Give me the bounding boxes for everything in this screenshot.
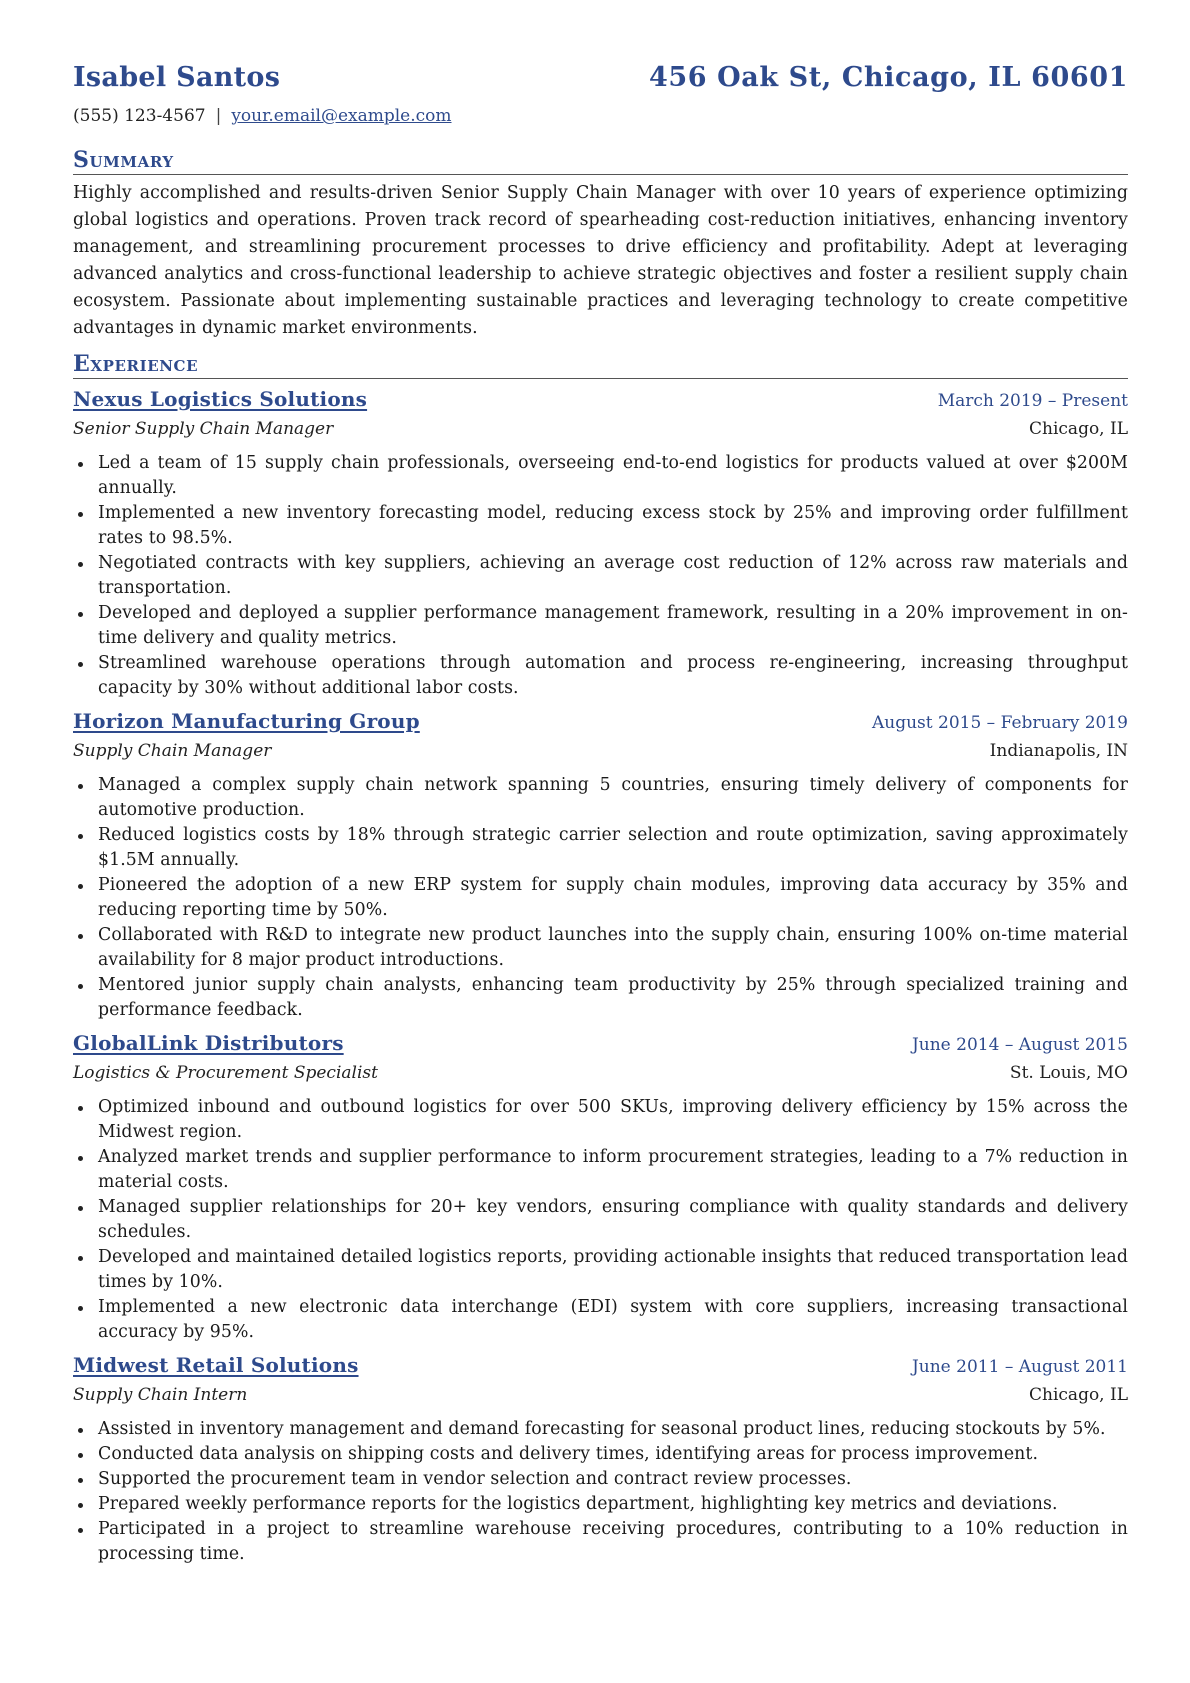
job-role: Senior Supply Chain Manager <box>73 419 334 439</box>
job-header <box>73 1029 1128 1059</box>
job-header <box>73 707 1128 737</box>
bullet-text: Implemented a new inventory forecasting model, reducing excess stock by 25% and improving order fulfillment rates to 98.5%. <box>98 503 1128 548</box>
job-role: Logistics & Procurement Specialist <box>73 1063 378 1083</box>
bullet-dot-icon <box>78 1306 83 1311</box>
bullet-text: Pioneered the adoption of a new ERP system for supply chain modules, improving data accuracy by 35% and reducing reporting time by 50%. <box>98 875 1128 920</box>
job-header <box>73 385 1128 415</box>
job-bullets <box>73 773 1128 1023</box>
job-location: Chicago, IL <box>1029 1385 1128 1405</box>
bullet-dot-icon <box>78 834 83 839</box>
bullet-dot-icon <box>78 612 83 617</box>
bullet-text: Developed and maintained detailed logistics reports, providing actionable insights that reduced transportation lead times by 10%. <box>98 1247 1128 1292</box>
bullet-item <box>73 1417 1128 1442</box>
job-location: St. Louis, MO <box>1009 1063 1128 1083</box>
bullet-dot-icon <box>78 1156 83 1161</box>
bullet-item <box>73 1517 1128 1567</box>
job-entry <box>73 385 1128 701</box>
bullet-text: Streamlined warehouse operations through automation and process re-engineering, increasing throughput capacity by 30% without additional labor costs. <box>98 653 1128 698</box>
bullet-item <box>73 651 1128 701</box>
summary-text: Highly accomplished and results-driven Senior Supply Chain Manager with over 10 years of experience optimizing global logistics and operations. Proven track record of spearheading cost-reduction initiatives, enhancing inventory management, and streamlining procurement processes to drive efficiency and profitability. Adept at leveraging advanced analytics and cross-functional leadership to achieve strategic objectives and foster a resilient supply chain ecosystem. Passionate about implementing sustainable practices and leveraging technology to create competitive advantages in dynamic market environments. <box>73 183 1128 338</box>
address: 456 Oak St, Chicago, IL 60601 <box>649 62 1128 93</box>
job-entry <box>73 1029 1128 1345</box>
bullet-text: Collaborated with R&D to integrate new product launches into the supply chain, ensuring 100% on-time material availability for 8 major product introductions. <box>98 925 1128 970</box>
bullet-dot-icon <box>78 884 83 889</box>
bullet-item <box>73 1467 1128 1492</box>
bullet-dot-icon <box>78 1428 83 1433</box>
bullet-dot-icon <box>78 1106 83 1111</box>
job-dates: August 2015 – February 2019 <box>871 713 1128 733</box>
bullet-item <box>73 601 1128 651</box>
job-bullets <box>73 1095 1128 1345</box>
job-entry <box>73 707 1128 1023</box>
resume-page <box>73 62 1128 1567</box>
bullet-item <box>73 773 1128 823</box>
bullet-text: Supported the procurement team in vendor selection and contract review processes. <box>98 1469 852 1489</box>
bullet-item <box>73 451 1128 501</box>
bullet-item <box>73 1145 1128 1195</box>
bullet-item <box>73 823 1128 873</box>
job-subheader <box>73 737 1128 765</box>
job-subheader <box>73 1381 1128 1409</box>
bullet-text: Assisted in inventory management and demand forecasting for seasonal product lines, reducing stockouts by 5%. <box>98 1419 1106 1439</box>
bullet-dot-icon <box>78 984 83 989</box>
bullet-item <box>73 1295 1128 1345</box>
bullet-text: Prepared weekly performance reports for the logistics department, highlighting key metrics and deviations. <box>98 1494 1058 1514</box>
company-link[interactable]: GlobalLink Distributors <box>73 1031 344 1055</box>
company-link[interactable]: Horizon Manufacturing Group <box>73 709 420 733</box>
bullet-dot-icon <box>78 1206 83 1211</box>
job-dates: June 2014 – August 2015 <box>911 1035 1128 1055</box>
bullet-text: Implemented a new electronic data interchange (EDI) system with core suppliers, increasing transactional accuracy by 95%. <box>98 1297 1128 1342</box>
job-entry <box>73 1351 1128 1567</box>
phone: (555) 123-4567 <box>73 106 206 126</box>
experience-heading: Experience <box>73 350 1128 379</box>
bullet-text: Managed supplier relationships for 20+ key vendors, ensuring compliance with quality standards and delivery schedules. <box>98 1197 1128 1242</box>
bullet-text: Reduced logistics costs by 18% through strategic carrier selection and route optimization, saving approximately $1.5M annually. <box>98 825 1128 870</box>
job-header <box>73 1351 1128 1381</box>
bullet-text: Mentored junior supply chain analysts, enhancing team productivity by 25% through specialized training and performance feedback. <box>98 975 1128 1020</box>
job-location: Indianapolis, IN <box>989 741 1128 761</box>
bullet-item <box>73 501 1128 551</box>
job-role: Supply Chain Intern <box>73 1385 248 1405</box>
bullet-dot-icon <box>78 1256 83 1261</box>
bullet-text: Managed a complex supply chain network spanning 5 countries, ensuring timely delivery of components for automotive production. <box>98 775 1128 820</box>
company-link[interactable]: Midwest Retail Solutions <box>73 1353 359 1377</box>
bullet-item <box>73 973 1128 1023</box>
bullet-dot-icon <box>78 934 83 939</box>
summary-heading: Summary <box>73 146 1128 175</box>
bullet-dot-icon <box>78 1453 83 1458</box>
job-subheader <box>73 415 1128 443</box>
job-bullets <box>73 1417 1128 1567</box>
bullet-item <box>73 873 1128 923</box>
bullet-dot-icon <box>78 562 83 567</box>
job-dates: June 2011 – August 2011 <box>911 1357 1128 1377</box>
job-subheader <box>73 1059 1128 1087</box>
bullet-dot-icon <box>78 662 83 667</box>
bullet-item <box>73 1095 1128 1145</box>
job-role: Supply Chain Manager <box>73 741 272 761</box>
bullet-text: Conducted data analysis on shipping costs and delivery times, identifying areas for process improvement. <box>98 1444 1039 1464</box>
experience-list <box>73 385 1128 1567</box>
bullet-item <box>73 1492 1128 1517</box>
bullet-item <box>73 551 1128 601</box>
contact-separator: | <box>215 106 222 126</box>
bullet-text: Developed and deployed a supplier performance management framework, resulting in a 20% improvement in on-time delivery and quality metrics. <box>98 603 1128 648</box>
bullet-dot-icon <box>78 784 83 789</box>
bullet-dot-icon <box>78 462 83 467</box>
bullet-text: Optimized inbound and outbound logistics for over 500 SKUs, improving delivery efficiency by 15% across the Midwest region. <box>98 1097 1128 1142</box>
bullet-item <box>73 1245 1128 1295</box>
contact-line <box>73 106 1128 134</box>
bullet-item <box>73 1442 1128 1467</box>
bullet-text: Led a team of 15 supply chain professionals, overseeing end-to-end logistics for products valued at over $200M annually. <box>98 453 1128 498</box>
bullet-item <box>73 923 1128 973</box>
bullet-dot-icon <box>78 1528 83 1533</box>
bullet-text: Analyzed market trends and supplier performance to inform procurement strategies, leading to a 7% reduction in material costs. <box>98 1147 1128 1192</box>
bullet-dot-icon <box>78 1503 83 1508</box>
job-dates: March 2019 – Present <box>937 391 1128 411</box>
bullet-dot-icon <box>78 1478 83 1483</box>
header <box>73 62 1128 102</box>
job-location: Chicago, IL <box>1029 419 1128 439</box>
bullet-text: Negotiated contracts with key suppliers, achieving an average cost reduction of 12% across raw materials and transportation. <box>98 553 1128 598</box>
bullet-dot-icon <box>78 512 83 517</box>
candidate-name: Isabel Santos <box>73 62 281 93</box>
bullet-text: Participated in a project to streamline warehouse receiving procedures, contributing to a 10% reduction in processing time. <box>98 1519 1128 1564</box>
company-link[interactable]: Nexus Logistics Solutions <box>73 387 368 411</box>
email-link[interactable]: your.email@example.com <box>231 106 452 126</box>
bullet-item <box>73 1195 1128 1245</box>
job-bullets <box>73 451 1128 701</box>
